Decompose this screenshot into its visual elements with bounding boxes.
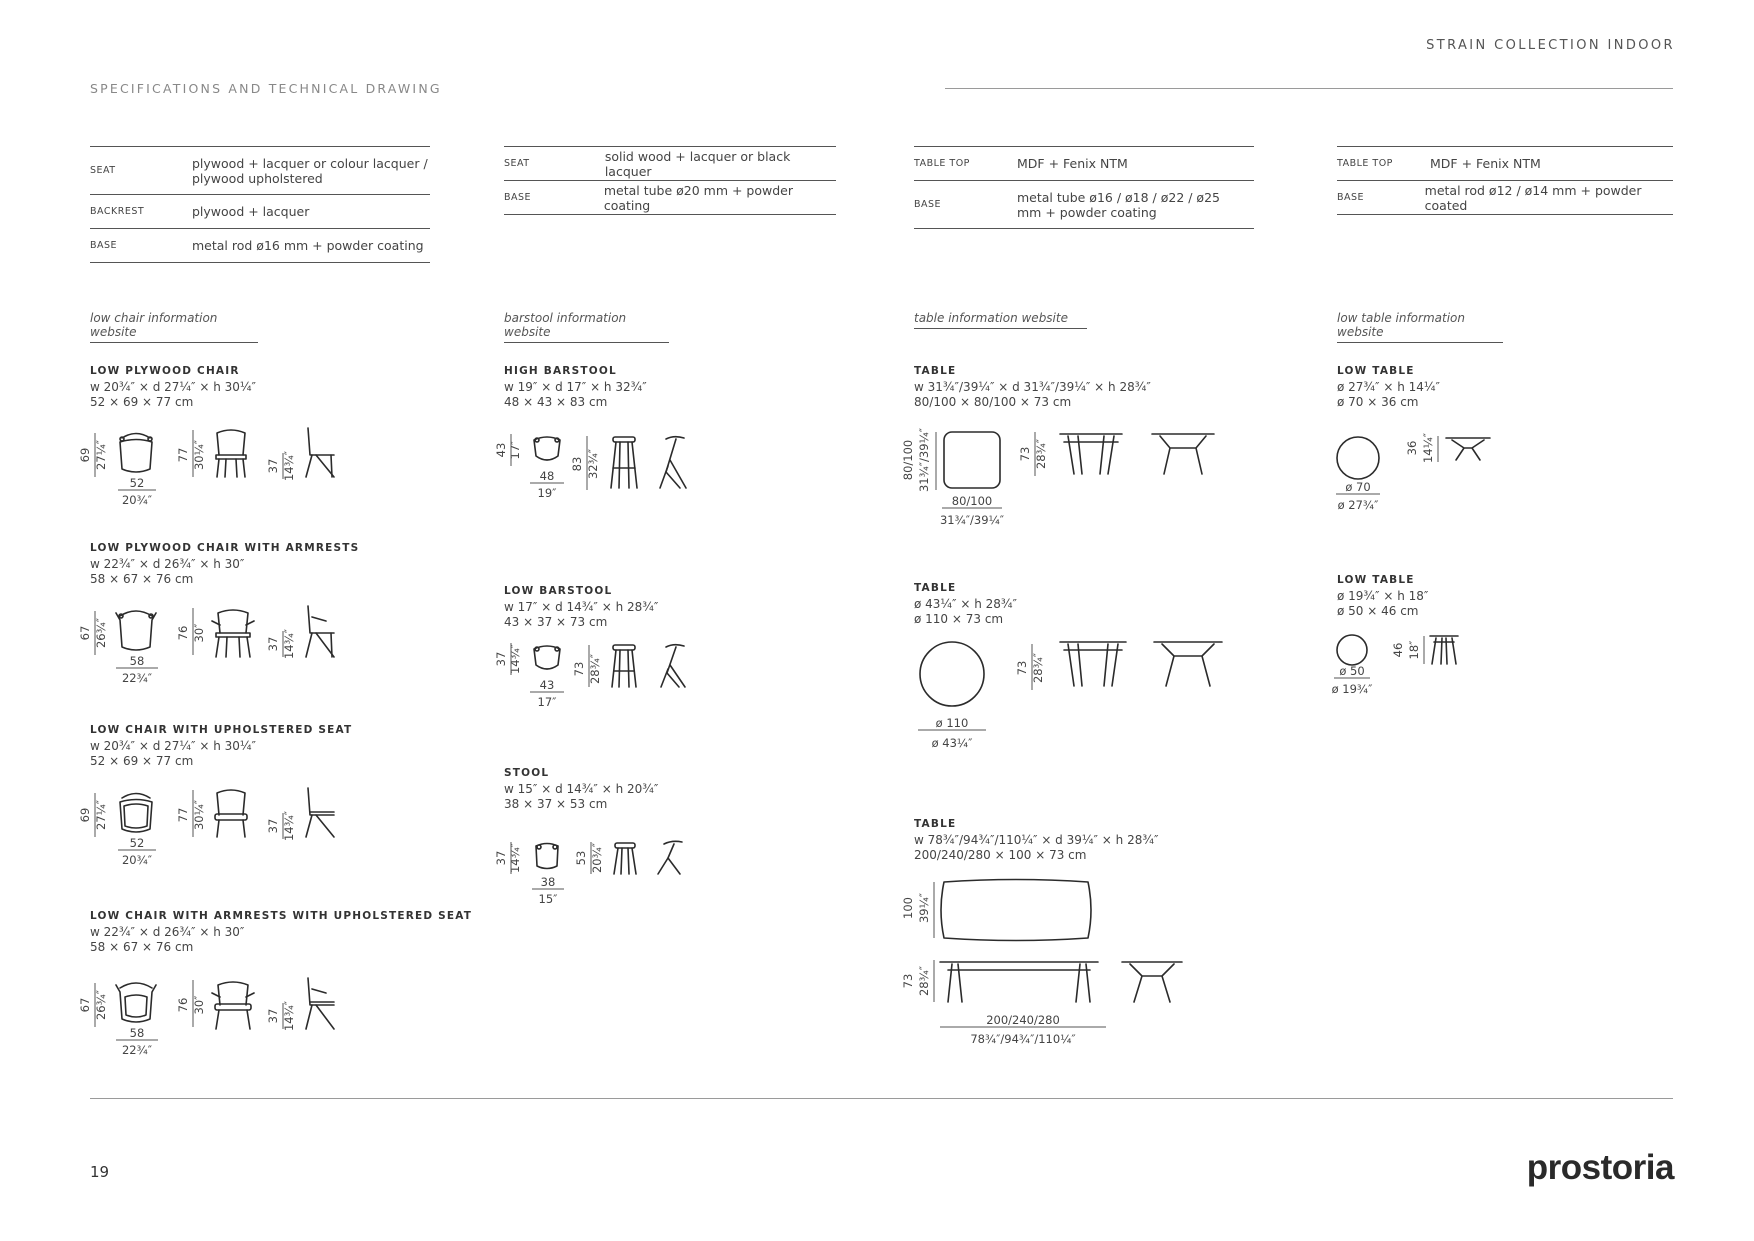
item-name: LOW CHAIR WITH UPHOLSTERED SEAT [90,724,353,736]
svg-text:14¾″: 14¾″ [282,628,296,660]
high-barstool-drawing [492,432,712,512]
svg-text:39¼″: 39¼″ [917,892,931,924]
item-imperial: w 78¾″/94¾″/110¼″ × d 39¼″ × h 28¾″ [914,832,1159,847]
table-info-link[interactable]: table information website [914,311,1087,329]
table-front-view [1060,434,1122,474]
collection-title: STRAIN COLLECTION INDOOR [1426,38,1675,53]
svg-text:38: 38 [540,875,556,889]
item-name: LOW TABLE [1337,365,1415,377]
item-metric: ø 50 × 46 cm [1337,604,1419,618]
stool-front-view [614,843,636,874]
item-imperial: ø 27¾″ × h 14¼″ [1337,379,1441,394]
svg-text:31¾″/39¼″: 31¾″/39¼″ [917,427,931,493]
chair-front-view [215,790,247,837]
svg-text:43: 43 [539,678,555,692]
svg-text:ø 27¾″: ø 27¾″ [1337,498,1379,512]
footer-divider [90,1098,1673,1099]
item-imperial: w 19″ × d 17″ × h 32¾″ [504,379,647,394]
item-name: LOW CHAIR WITH ARMRESTS WITH UPHOLSTERED SEAT [90,910,473,922]
svg-text:17″: 17″ [508,440,522,460]
brand-logo: prostoria [1526,1148,1674,1187]
svg-text:53: 53 [574,850,588,866]
svg-text:32¾″: 32¾″ [586,448,600,480]
item-table-square [914,364,1151,411]
chair-top-view [116,611,156,650]
item-metric: 38 × 37 × 53 cm [504,797,608,811]
barstool-front-view [612,645,636,687]
svg-text:69: 69 [78,447,92,463]
svg-text:17″: 17″ [537,695,557,709]
item-low-chair-upholstered [90,723,352,770]
table-long-drawing [898,876,1198,1056]
low-plywood-chair-drawing [76,425,356,510]
spec-label: TABLE TOP [1337,158,1393,169]
spec-value: solid wood + lacquer or black lacquer [604,148,791,179]
stool-drawing [492,838,712,918]
barstool-side-view [660,437,686,488]
svg-text:22¾″: 22¾″ [121,671,153,685]
svg-text:67: 67 [78,997,92,1013]
spec-value: plywood + lacquer [192,204,310,219]
chair-side-view [306,428,334,477]
svg-text:20¾″: 20¾″ [590,842,604,874]
svg-text:73: 73 [901,973,915,989]
svg-text:14¾″: 14¾″ [282,810,296,842]
spec-label: SEAT [504,158,530,169]
item-imperial: w 20¾″ × d 27¼″ × h 30¼″ [90,379,256,394]
svg-text:78¾″/94¾″/110¼″: 78¾″/94¾″/110¼″ [970,1032,1076,1046]
item-metric: 80/100 × 80/100 × 73 cm [914,395,1072,409]
item-low-barstool [504,584,658,631]
item-name: LOW PLYWOOD CHAIR WITH ARMRESTS [90,542,360,554]
svg-text:30¼″: 30¼″ [192,799,206,831]
low-table-top-view [1337,635,1367,665]
spec-value: metal tube ø16 / ø18 / ø22 / ø25 mm + powder coating [1017,189,1220,220]
svg-text:73: 73 [572,661,586,677]
svg-text:73: 73 [1015,660,1029,676]
item-name: TABLE [914,365,957,377]
svg-text:14¾″: 14¾″ [282,450,296,482]
item-stool [504,766,658,813]
svg-text:26¾″: 26¾″ [94,617,108,649]
item-metric: 200/240/280 × 100 × 73 cm [914,848,1087,862]
item-imperial: w 20¾″ × d 27¼″ × h 30¼″ [90,738,256,753]
svg-text:28¾″: 28¾″ [1034,438,1048,470]
svg-text:46: 46 [1391,642,1405,658]
table-side-view [1152,434,1214,474]
svg-text:ø 70: ø 70 [1345,480,1371,494]
stool-side-view [658,841,682,874]
chair-side-view [306,978,334,1029]
item-imperial: w 15″ × d 14¾″ × h 20¾″ [504,781,659,796]
table-side-view [1154,642,1222,686]
svg-text:14¾″: 14¾″ [508,643,522,675]
svg-text:31¾″/39¼″: 31¾″/39¼″ [939,513,1005,527]
spec-label: SEAT [90,165,116,176]
table-top-view [941,880,1091,941]
item-low-plywood-chair [90,364,256,411]
table-side-view [1122,962,1182,1002]
svg-text:37: 37 [266,458,280,474]
svg-text:77: 77 [176,447,190,463]
item-table-round [914,581,1017,628]
item-high-barstool [504,364,647,411]
item-name: HIGH BARSTOOL [504,365,617,377]
svg-text:37: 37 [494,651,508,667]
svg-text:37: 37 [494,850,508,866]
item-metric: 52 × 69 × 77 cm [90,395,194,409]
spec-value: metal tube ø20 mm + powder coating [603,182,793,213]
svg-text:14¼″: 14¼″ [1421,432,1435,464]
low-table-info-link[interactable]: low table information website [1337,311,1503,343]
svg-text:19″: 19″ [537,486,557,500]
item-imperial: w 22¾″ × d 26¾″ × h 30″ [90,556,245,571]
svg-text:30¼″: 30¼″ [192,439,206,471]
item-name: LOW PLYWOOD CHAIR [90,365,240,377]
svg-text:30″: 30″ [192,995,206,1015]
low-plywood-chair-armrests-drawing [76,603,356,688]
item-name: TABLE [914,582,957,594]
spec-label: BASE [90,240,118,251]
item-metric: 43 × 37 × 73 cm [504,615,608,629]
svg-text:200/240/280: 200/240/280 [986,1013,1060,1027]
svg-text:76: 76 [176,997,190,1013]
item-low-table-70 [1337,364,1440,411]
barstool-top-view [534,437,560,460]
low-table-top-view [1337,437,1379,479]
svg-text:76: 76 [176,625,190,641]
svg-text:80/100: 80/100 [901,439,915,481]
low-table-50-drawing [1330,632,1520,722]
item-imperial: w 17″ × d 14¾″ × h 28¾″ [504,599,659,614]
item-name: STOOL [504,767,550,779]
table-round-drawing [898,640,1238,755]
stool-top-view [536,844,558,869]
chair-side-view [306,606,334,657]
spec-label: BASE [914,199,942,210]
item-metric: ø 110 × 73 cm [914,612,1004,626]
low-barstool-drawing [492,641,712,721]
svg-text:20¾″: 20¾″ [121,493,153,507]
table-square-drawing [898,428,1238,540]
svg-text:26¾″: 26¾″ [94,989,108,1021]
svg-text:52: 52 [129,476,145,490]
table-top-view [920,642,984,706]
chair-front-view [216,430,246,477]
barstool-info-link[interactable]: barstool information website [504,311,669,343]
chair-top-view [120,794,152,833]
svg-text:20¾″: 20¾″ [121,853,153,867]
svg-text:77: 77 [176,807,190,823]
spec-value: plywood + lacquer or colour lacquer / plywood upholstered [192,155,428,186]
spec-table-low-chair [90,146,430,263]
spec-value: metal rod ø16 mm + powder coating [192,238,424,253]
svg-text:37: 37 [266,1008,280,1024]
svg-text:52: 52 [129,836,145,850]
table-front-view [1060,642,1126,686]
item-low-chair-armrests-upholstered [90,909,472,956]
barstool-top-view [534,646,560,669]
spec-value: metal rod ø12 / ø14 mm + powder coated [1424,182,1642,213]
svg-text:27¼″: 27¼″ [94,439,108,471]
spec-label: BASE [1337,192,1365,203]
svg-text:58: 58 [129,1026,145,1040]
item-low-table-50 [1337,573,1428,620]
item-imperial: ø 19¾″ × h 18″ [1337,588,1429,603]
svg-text:28¾″: 28¾″ [917,965,931,997]
svg-text:28¾″: 28¾″ [1031,652,1045,684]
svg-text:58: 58 [129,654,145,668]
low-table-front-view [1430,636,1458,664]
item-name: LOW BARSTOOL [504,585,613,597]
chair-side-view [306,788,334,837]
svg-text:73: 73 [1018,446,1032,462]
item-name: LOW TABLE [1337,574,1415,586]
item-imperial: w 22¾″ × d 26¾″ × h 30″ [90,924,245,939]
svg-text:80/100: 80/100 [951,494,993,508]
spec-table-low-table [1337,146,1673,215]
table-top-view [944,432,1000,488]
page-subtitle: SPECIFICATIONS AND TECHNICAL DRAWING [90,81,442,96]
svg-text:37: 37 [266,818,280,834]
spec-table-table [914,146,1254,229]
svg-text:28¾″: 28¾″ [588,653,602,685]
item-metric: ø 70 × 36 cm [1337,395,1419,409]
item-metric: 48 × 43 × 83 cm [504,395,608,409]
low-chair-armrests-upholstered-drawing [76,975,356,1060]
spec-label: TABLE TOP [914,158,970,169]
svg-text:14¾″: 14¾″ [282,1000,296,1032]
spec-label: BASE [504,192,532,203]
svg-text:69: 69 [78,807,92,823]
low-table-70-drawing [1330,432,1520,522]
item-table-long [914,817,1158,864]
spec-label: BACKREST [90,206,145,217]
chair-front-view [212,982,254,1029]
svg-text:ø 110: ø 110 [935,716,969,730]
svg-text:67: 67 [78,625,92,641]
svg-text:22¾″: 22¾″ [121,1043,153,1057]
spec-value: MDF + Fenix NTM [1017,156,1128,171]
svg-text:15″: 15″ [538,892,558,906]
item-imperial: w 31¾″/39¼″ × d 31¾″/39¼″ × h 28¾″ [914,379,1151,394]
item-metric: 58 × 67 × 76 cm [90,940,194,954]
item-metric: 58 × 67 × 76 cm [90,572,194,586]
svg-text:100: 100 [901,897,915,919]
svg-text:48: 48 [539,469,555,483]
svg-text:ø 19¾″: ø 19¾″ [1331,682,1373,696]
barstool-side-view [661,645,685,687]
header-divider [945,88,1673,89]
spec-value: MDF + Fenix NTM [1430,156,1541,171]
chair-front-view [212,610,254,657]
chair-top-view [116,983,156,1022]
page-number: 19 [90,1163,110,1181]
svg-text:36: 36 [1405,440,1419,456]
svg-text:83: 83 [570,456,584,472]
svg-text:27¼″: 27¼″ [94,799,108,831]
item-low-plywood-chair-armrests [90,541,359,588]
low-chair-info-link[interactable]: low chair information website [90,311,258,343]
chair-top-view [120,434,152,473]
item-imperial: ø 43¼″ × h 28¾″ [914,596,1018,611]
svg-text:43: 43 [494,442,508,458]
svg-text:18″: 18″ [1407,640,1421,660]
svg-text:14¾″: 14¾″ [508,842,522,874]
svg-text:ø 43¼″: ø 43¼″ [931,736,973,750]
svg-text:37: 37 [266,636,280,652]
svg-text:30″: 30″ [192,623,206,643]
low-chair-upholstered-drawing [76,785,356,870]
low-table-side-view [1446,438,1490,460]
spec-table-barstool [504,146,836,215]
svg-text:ø 50: ø 50 [1339,664,1365,678]
table-front-view [940,962,1098,1002]
barstool-front-view [611,437,637,488]
item-metric: 52 × 69 × 77 cm [90,754,194,768]
item-name: TABLE [914,818,957,830]
